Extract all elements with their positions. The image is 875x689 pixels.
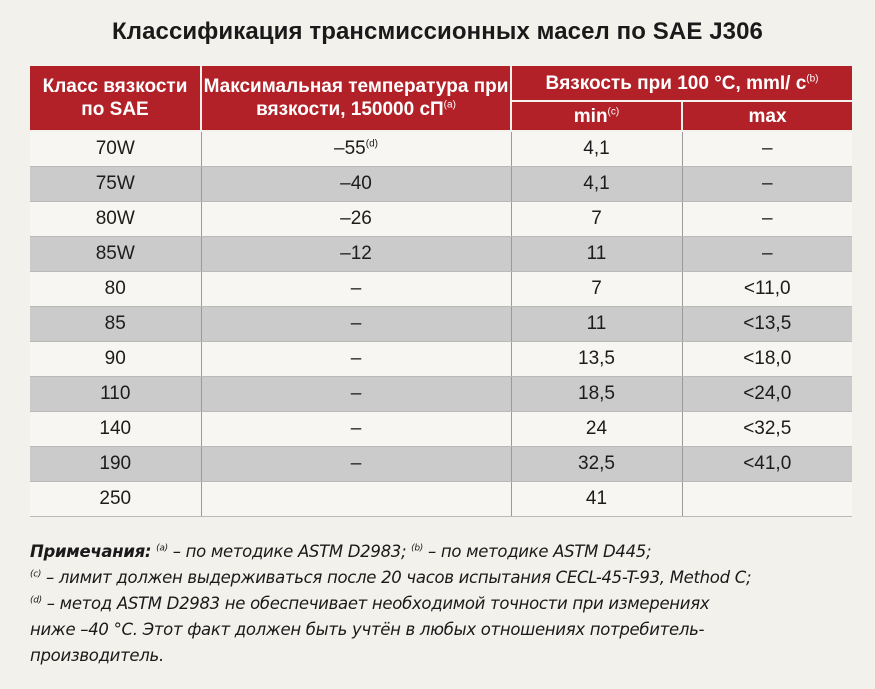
cell-viscosity-class: 70W (30, 131, 201, 167)
cell-note-marker: (d) (365, 138, 378, 150)
cell-max-temperature: – (201, 412, 511, 447)
cell-viscosity-class: 75W (30, 167, 201, 202)
note-b-marker: (b) (411, 543, 424, 554)
cell-viscosity-class: 250 (30, 482, 201, 517)
cell-viscosity-class: 85W (30, 237, 201, 272)
cell-viscosity-min: 24 (511, 412, 682, 447)
note-c-text: – лимит должен выдерживаться после 20 часов испытания CECL-45-T-93, Method C; (41, 568, 752, 587)
table-row (30, 131, 852, 167)
cell-max-temperature: – (201, 447, 511, 482)
notes-line-4: ниже –40 °С. Этот факт должен быть учтён в любых отношениях потребитель- (30, 620, 705, 639)
cell-viscosity-max: – (682, 131, 852, 167)
cell-viscosity-min: 18,5 (511, 377, 682, 412)
cell-viscosity-class: 140 (30, 412, 201, 447)
cell-viscosity-min: 7 (511, 202, 682, 237)
cell-max-temperature: –12 (201, 237, 511, 272)
header-min: $\min^{(c)}$ (511, 101, 682, 131)
note-b-text: – по методике ASTM D445; (423, 542, 652, 561)
table-row (30, 202, 852, 237)
cell-viscosity-max: – (682, 202, 852, 237)
cell-viscosity-class: 110 (30, 377, 201, 412)
cell-viscosity-min: 32,5 (511, 447, 682, 482)
table-row (30, 342, 852, 377)
table-row (30, 377, 852, 412)
table-row (30, 447, 852, 482)
sae-classification-table (30, 66, 852, 517)
cell-max-temperature: –40 (201, 167, 511, 202)
note-d-text: – метод ASTM D2983 не обеспечивает необходимой точности при измерениях (41, 594, 710, 613)
table-row (30, 272, 852, 307)
cell-max-temperature: –55$^{(d)}$ (201, 131, 511, 167)
table-row (30, 412, 852, 447)
cell-viscosity-max: <11,0 (682, 272, 852, 307)
notes-line-3 (30, 591, 860, 617)
cell-max-temperature: – (201, 377, 511, 412)
cell-viscosity-max: <32,5 (682, 412, 852, 447)
table-row (30, 307, 852, 342)
note-d-marker: (d) (30, 595, 42, 606)
header-max: max (682, 101, 852, 131)
cell-max-temperature: –26 (201, 202, 511, 237)
header-max-temperature-note: (a) (443, 99, 456, 111)
table-row (30, 482, 852, 517)
cell-max-temperature: – (201, 342, 511, 377)
cell-viscosity-max: <13,5 (682, 307, 852, 342)
cell-viscosity-min: 13,5 (511, 342, 682, 377)
cell-viscosity-max: – (682, 167, 852, 202)
header-viscosity-note: (b) (806, 73, 819, 85)
note-a-text: – по методике ASTM D2983; (167, 542, 412, 561)
table-row (30, 237, 852, 272)
cell-viscosity-min: 7 (511, 272, 682, 307)
header-viscosity-100c: Вязкость при 100 °С, mmI/ $с^{(b)}$ (511, 66, 852, 101)
cell-max-temperature: – (201, 307, 511, 342)
cell-viscosity-min: 11 (511, 307, 682, 342)
cell-viscosity-min: 41 (511, 482, 682, 517)
cell-viscosity-class: 85 (30, 307, 201, 342)
notes-block (30, 539, 860, 669)
notes-label: Примечания: (30, 542, 152, 561)
cell-viscosity-min: 4,1 (511, 131, 682, 167)
cell-viscosity-class: 80 (30, 272, 201, 307)
cell-viscosity-min: 11 (511, 237, 682, 272)
cell-max-temperature (201, 482, 511, 517)
cell-viscosity-min: 4,1 (511, 167, 682, 202)
cell-viscosity-max: – (682, 237, 852, 272)
cell-viscosity-max (682, 482, 852, 517)
note-c-marker: (c) (30, 569, 42, 580)
cell-viscosity-max: <41,0 (682, 447, 852, 482)
header-viscosity-class: Класс вязкости по SAE (30, 66, 201, 131)
page-title: Классификация трансмиссионных масел по SAE J306 (111, 18, 764, 45)
notes-line-1 (30, 539, 860, 565)
notes-line-5: производитель. (30, 646, 164, 665)
cell-viscosity-max: <18,0 (682, 342, 852, 377)
table-row (30, 167, 852, 202)
cell-max-temperature: – (201, 272, 511, 307)
notes-line-2 (30, 565, 860, 591)
cell-viscosity-class: 80W (30, 202, 201, 237)
cell-viscosity-class: 190 (30, 447, 201, 482)
cell-viscosity-class: 90 (30, 342, 201, 377)
cell-viscosity-max: <24,0 (682, 377, 852, 412)
header-max-temperature: Максимальная температура при вязкости, 150000 $сП^{(a)}$ (201, 66, 511, 131)
header-min-note: (c) (607, 106, 620, 118)
note-a-marker: (a) (156, 543, 168, 554)
